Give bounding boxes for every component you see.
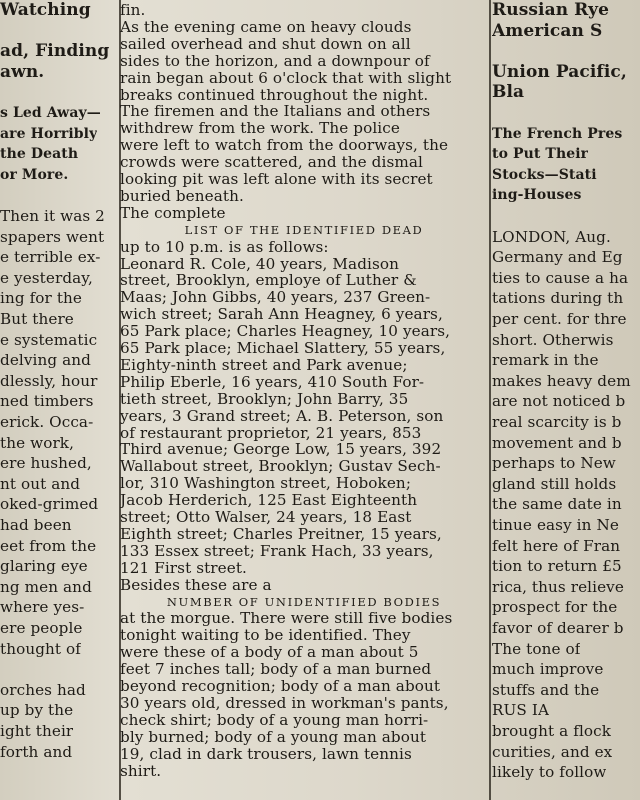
text-line: 133 Essex street; Frank Hach, 33 years,: [120, 541, 434, 560]
text-line: LONDON, Aug.: [492, 227, 611, 246]
text-line: fin.: [120, 1, 146, 19]
text-line: e terrible ex-: [0, 248, 101, 267]
text-line: 30 years old, dressed in workman's pants,: [120, 693, 449, 712]
text-line: stuffs and the: [492, 680, 600, 699]
text-line: withdrew from the work. The police: [120, 119, 400, 138]
text-line: had been: [0, 516, 72, 534]
text-line: rain began about 6 o'clock that with slight: [120, 68, 452, 87]
text-line: at the morgue. There were still five bodies: [120, 609, 453, 628]
text-line: Jacob Herderich, 125 East Eighteenth: [120, 491, 418, 510]
text-line: tonight waiting to be identified. They: [120, 626, 411, 645]
text-line: ing-Houses: [492, 187, 582, 204]
text-line: Stocks—Stati: [492, 166, 597, 183]
text-line: to Put Their: [492, 146, 589, 163]
text-line: ere hushed,: [0, 454, 92, 473]
text-line: lor, 310 Washington street, Hoboken;: [120, 474, 412, 493]
text-line: are not noticed b: [492, 392, 626, 411]
text-line: sides to the horizon, and a downpour of: [120, 51, 430, 70]
right-column: [492, 0, 640, 800]
text-line: forth and: [0, 742, 73, 761]
text-line: looking pit was left alone with its secret: [120, 170, 433, 188]
text-line: erick. Occa-: [0, 413, 94, 431]
text-line: awn.: [0, 61, 45, 82]
text-line: tinue easy in Ne: [492, 516, 619, 534]
text-line: curities, and ex: [492, 742, 613, 761]
text-line: check shirt; body of a young man horri-: [120, 710, 429, 729]
text-line: Besides these are a: [120, 575, 272, 594]
text-line: 19, clad in dark trousers, lawn tennis: [120, 744, 412, 763]
text-line: delving and: [0, 351, 91, 370]
text-line: Eighty-ninth street and Park avenue;: [120, 355, 408, 374]
text-line: e yesterday,: [0, 268, 93, 287]
text-line: per cent. for thre: [492, 310, 627, 328]
text-line: Third avenue; George Low, 15 years, 392: [120, 440, 442, 459]
text-line: Then it was 2: [0, 207, 105, 225]
text-line: LIST OF THE IDENTIFIED DEAD: [184, 222, 424, 237]
text-line: eet from the: [0, 536, 97, 555]
text-line: crowds were scattered, and the dismal: [120, 153, 423, 172]
text-line: street, Brooklyn, employe of Luther &: [120, 271, 417, 290]
text-line: are Horribly: [0, 125, 98, 142]
text-line: tations during th: [492, 289, 624, 308]
text-line: The French Pres: [492, 125, 623, 142]
text-line: RUS IA: [492, 701, 550, 720]
text-line: ight their: [0, 722, 74, 740]
text-line: the work,: [0, 433, 75, 452]
text-line: Germany and Eg: [492, 248, 623, 267]
text-line: ng men and: [0, 577, 92, 596]
text-line: remark in the: [492, 351, 599, 370]
text-line: ned timbers: [0, 392, 94, 411]
text-line: real scarcity is b: [492, 413, 622, 431]
text-line: years, 3 Grand street; A. B. Peterson, son: [120, 406, 444, 425]
text-line: orches had: [0, 680, 86, 699]
text-line: ties to cause a ha: [492, 268, 629, 287]
text-line: much improve: [492, 660, 604, 679]
text-line: where yes-: [0, 598, 85, 617]
text-line: s Led Away—: [0, 105, 101, 121]
text-line: The firemen and the Italians and others: [120, 102, 431, 121]
text-line: Wallabout street, Brooklyn; Gustav Sech-: [120, 457, 441, 476]
column-rule-right: [489, 0, 491, 800]
text-line: dlessly, hour: [0, 371, 98, 390]
text-line: sailed overhead and shut down on all: [120, 34, 411, 53]
middle-column: [120, 0, 488, 800]
text-line: 65 Park place; Charles Heagney, 10 years,: [120, 322, 451, 341]
text-line: gland still holds: [492, 474, 617, 493]
text-line: street; Otto Walser, 24 years, 18 East: [120, 508, 412, 526]
text-line: movement and b: [492, 433, 622, 452]
text-line: beyond recognition; body of a man about: [120, 677, 441, 695]
text-line: makes heavy dem: [492, 371, 631, 390]
text-line: 121 First street.: [120, 558, 247, 577]
text-line: perhaps to New: [492, 454, 616, 473]
text-line: rica, thus relieve: [492, 577, 624, 596]
text-line: spapers went: [0, 227, 105, 246]
text-line: were these of a body of a man about 5: [120, 643, 419, 662]
text-line: likely to follow: [492, 763, 607, 782]
text-line: were left to watch from the doorways, the: [120, 136, 449, 155]
text-line: The tone of: [492, 639, 581, 658]
text-line: tieth street, Brooklyn; John Barry, 35: [120, 389, 409, 408]
text-line: or More.: [0, 166, 69, 183]
text-line: buried beneath.: [120, 186, 244, 205]
left-column: [0, 0, 118, 800]
text-line: But there: [0, 310, 74, 328]
text-line: nt out and: [0, 474, 81, 493]
text-line: 65 Park place; Michael Slattery, 55 years,: [120, 339, 446, 357]
text-line: bly burned; body of a young man about: [120, 727, 427, 746]
text-line: Watching: [0, 0, 91, 20]
text-line: oked-grimed: [0, 495, 99, 514]
text-line: Eighth street; Charles Preitner, 15 years,: [120, 524, 442, 543]
text-line: As the evening came on heavy clouds: [120, 17, 412, 36]
text-line: breaks continued throughout the night.: [120, 85, 429, 104]
text-line: Bla: [492, 82, 525, 103]
text-line: ad, Finding: [0, 41, 110, 62]
text-line: The complete: [120, 203, 226, 222]
text-line: tion to return £5: [492, 557, 622, 576]
text-line: thought of: [0, 639, 82, 658]
text-line: feet 7 inches tall; body of a man burned: [120, 660, 432, 679]
text-line: Leonard R. Cole, 40 years, Madison: [120, 254, 400, 273]
text-line: short. Otherwis: [492, 330, 614, 349]
text-line: up to 10 p.m. is as follows:: [120, 237, 329, 256]
text-line: American S: [492, 20, 603, 41]
text-line: glaring eye: [0, 557, 88, 576]
text-line: NUMBER OF UNIDENTIFIED BODIES: [166, 594, 442, 609]
text-line: the Death: [0, 146, 79, 163]
text-line: the same date in: [492, 495, 622, 514]
text-line: Philip Eberle, 16 years, 410 South For-: [120, 372, 425, 391]
text-line: favor of dearer b: [492, 619, 624, 637]
text-line: shirt.: [120, 761, 162, 780]
text-line: e systematic: [0, 330, 98, 349]
text-line: prospect for the: [492, 598, 618, 617]
text-line: of restaurant proprietor, 21 years, 853: [120, 423, 422, 442]
text-line: felt here of Fran: [492, 536, 621, 555]
text-line: ere people: [0, 619, 83, 637]
text-line: up by the: [0, 701, 74, 720]
text-line: ing for the: [0, 289, 83, 308]
text-line: brought a flock: [492, 722, 612, 740]
text-line: Maas; John Gibbs, 40 years, 237 Green-: [120, 288, 431, 307]
text-line: Union Pacific,: [492, 61, 627, 82]
text-line: Russian Rye: [492, 0, 610, 20]
text-line: wich street; Sarah Ann Heagney, 6 years,: [120, 305, 443, 324]
